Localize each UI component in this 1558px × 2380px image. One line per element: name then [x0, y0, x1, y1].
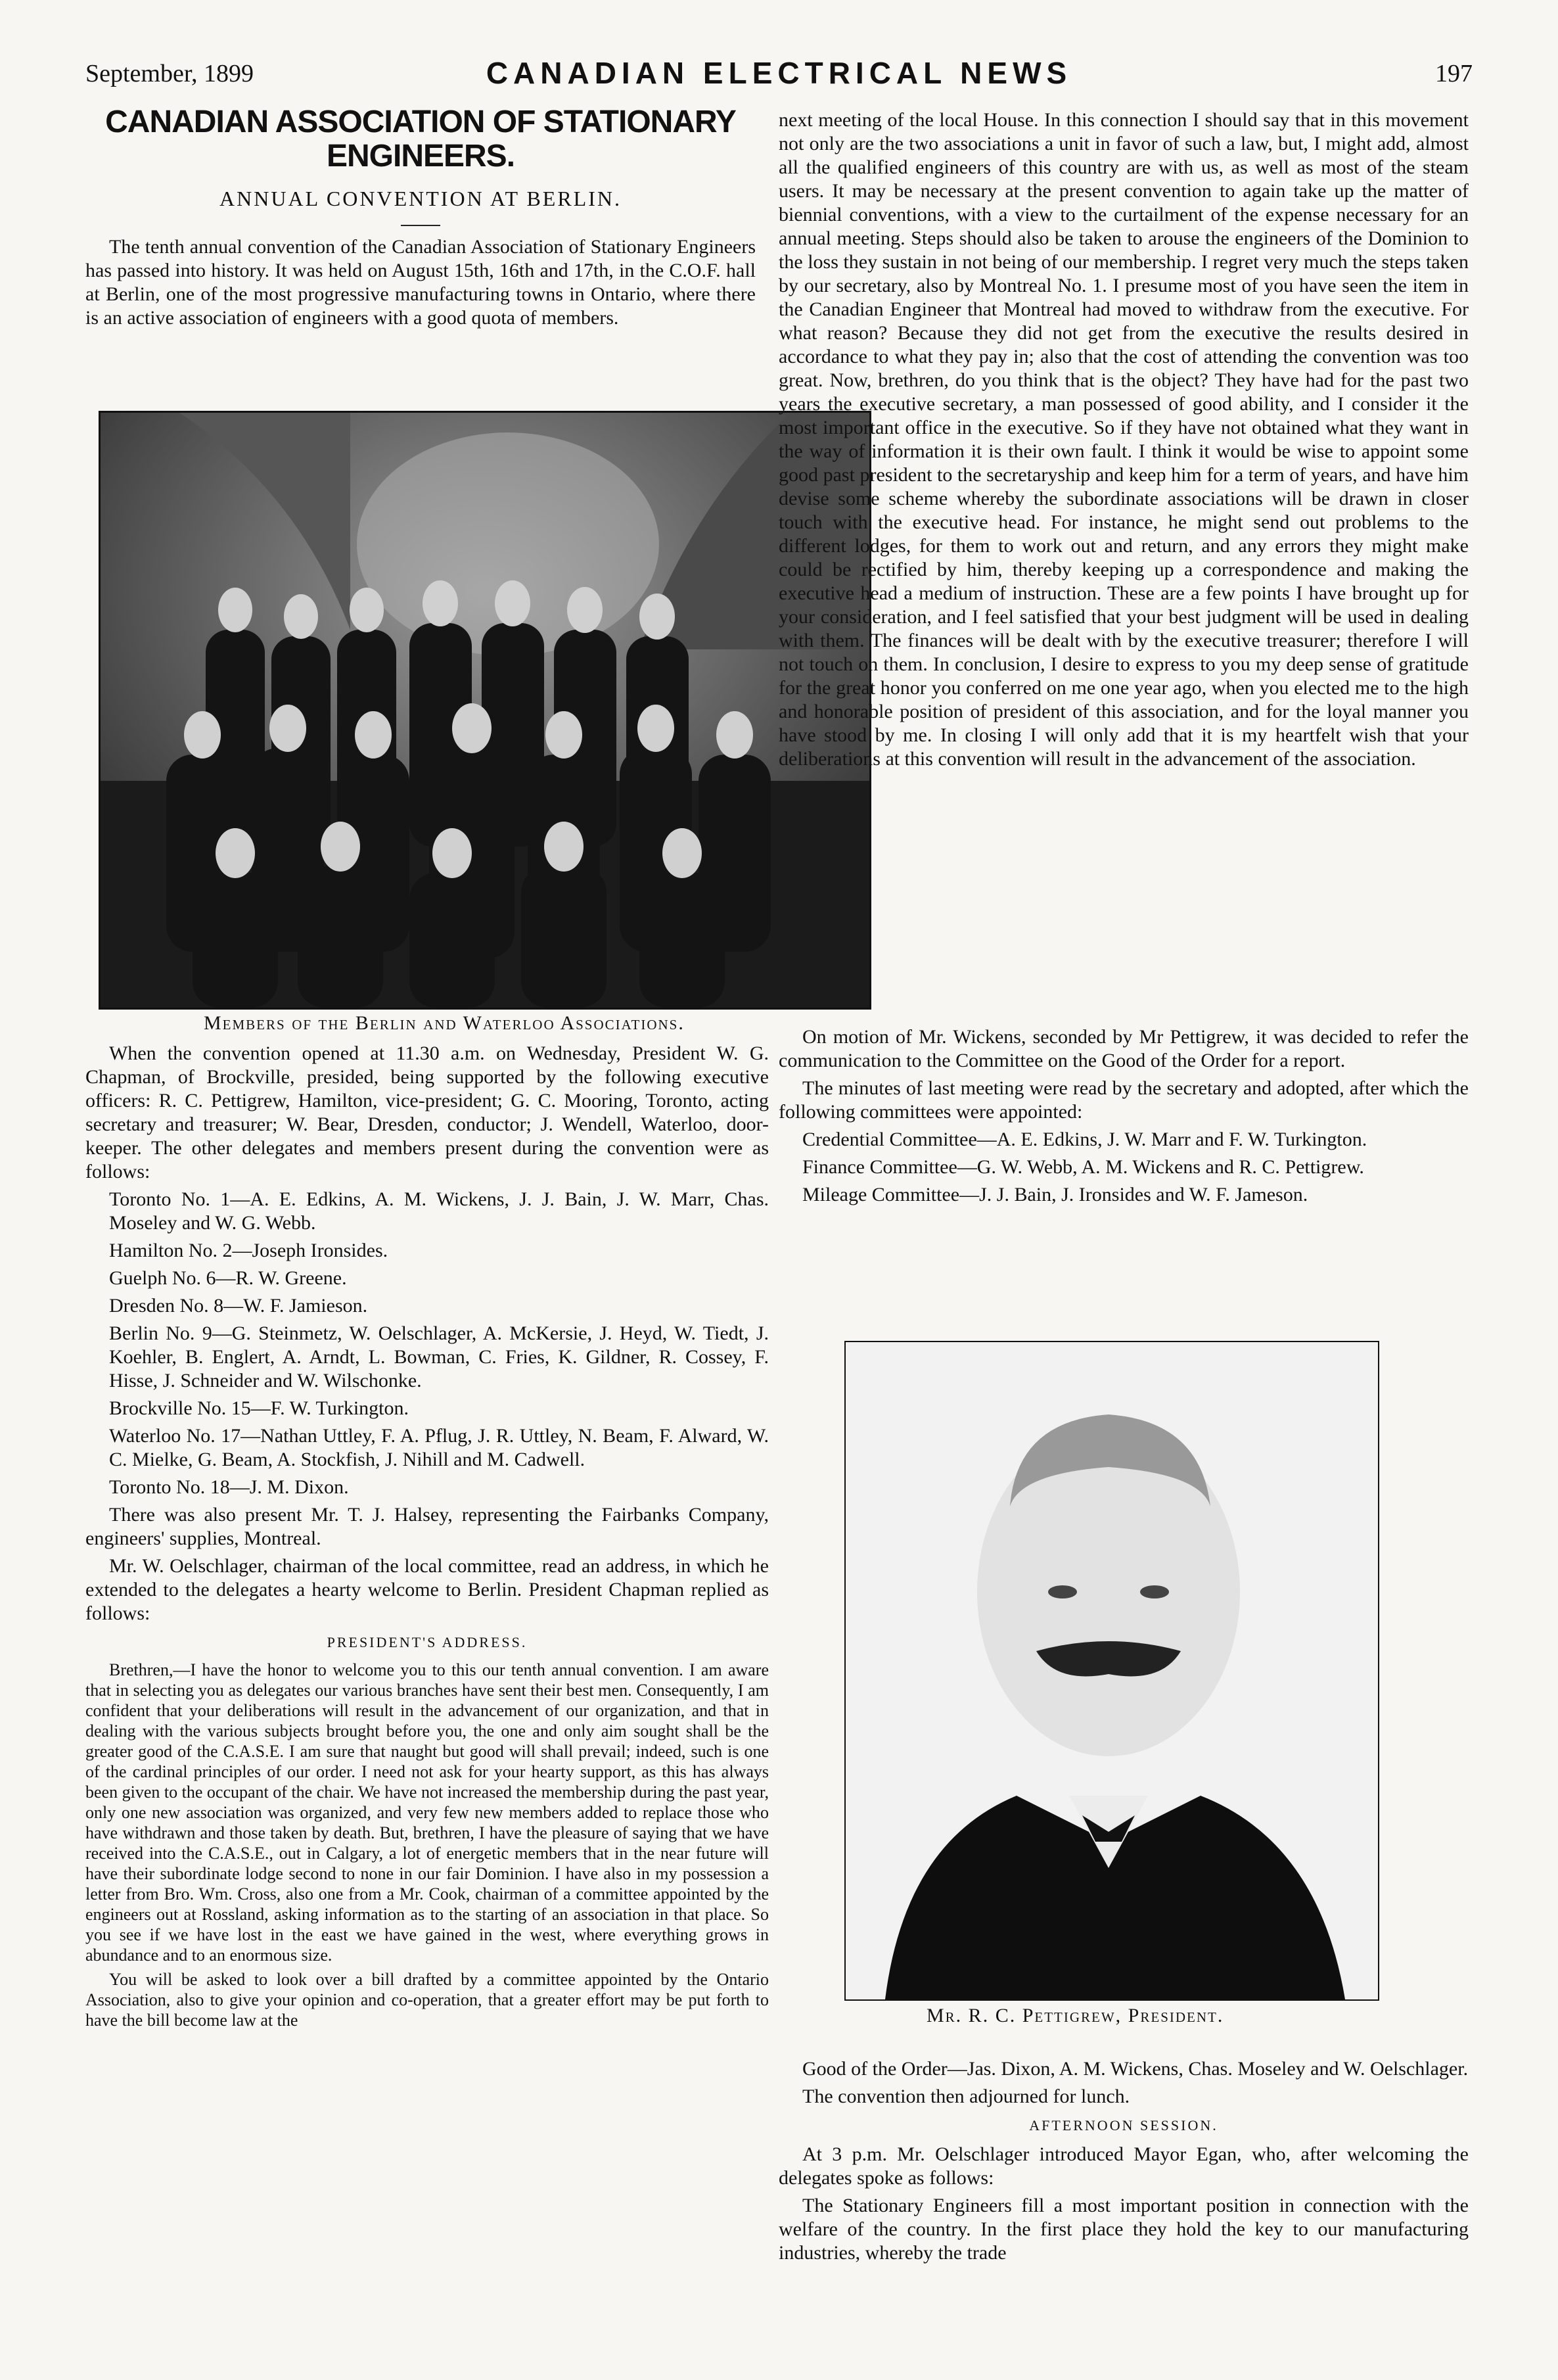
paragraph: Mr. W. Oelschlager, chairman of the local committee, read an address, in which he extended to the delegates a hearty welcome to Berlin. President Chapman replied as follows: [85, 1555, 769, 1624]
article-head [85, 105, 756, 334]
article-title: CANADIAN ASSOCIATION OF STATIONARY ENGINEERS. [105, 105, 736, 174]
left-column-text [85, 1042, 769, 2034]
delegate-list-item: Toronto No. 18—J. M. Dixon. [109, 1476, 349, 1498]
paragraph: Good of the Order—Jas. Dixon, A. M. Wickens, Chas. Moseley and W. Oelschlager. [802, 2058, 1469, 2080]
paragraph: When the convention opened at 11.30 a.m. on Wednesday, President W. G. Chapman, of Brockville, presided, being supported by the following executive officers: R. C. Pettigrew, Hamilton, vice-president; G. C. Mooring, Toronto, acting secretary and treasurer; W. Bear, Dresden, conductor; J. Wendell, Waterloo, door-keeper. The other delegates and members present during the convention were as follows: [85, 1042, 769, 1182]
group-photo [99, 411, 871, 1010]
paragraph: next meeting of the local House. In this connection I should say that in this movement not only are the two associations a unit in favor of such a law, but, I might add, almost all the qualified engineers of this country are with us, as well as most of the steam users. It may be necessary at the present convention to again take up the matter of biennial conventions, with a view to the curtailment of the expense necessary for an annual meeting. Steps should also be taken to arouse the engineers of the Dominion to the loss they sustain in not being of our membership. I regret very much the steps taken by our secretary, also by Montreal No. 1. I presume most of you have seen the item in the Canadian Engineer that Montreal had moved to withdraw from the executive. For what reason? Because they did not get from the executive the results desired in accordance to what they pay in; also that the cost of attending the convention was too great. Now, brethren, do you think that is the object? They have had for the past two years the executive secretary, a man possessed of good ability, and I consider it the most important office in the executive. So if they have not obtained what they want in the way of information it is their own fault. I think it would be wise to appoint some good past president to the secretaryship and keep him for a term of years, and have him devise some scheme whereby the subordinate associations will be drawn in closer touch with the executive head. For instance, he might send out problems to the different lodges, for them to work out and return, and any errors they might make could be rectified by him, thereby keeping up a correspondence and making the executive head a medium of instruction. These are a few points I have brought up for your consideration, and I feel satisfied that your best judgment will be used in dealing with them. The finances will be dealt with by the executive treasurer; therefore I will not touch on them. In conclusion, I desire to express to you my deep sense of gratitude for the great honor you conferred on me one year ago, when you elected me to the high and honorable position of president of this association, and for the loyal manner you have stood by me. In closing I will only add that it is my heartfelt wish that your deliberations at this convention will result in the advancement of the association. [779, 109, 1469, 770]
section-heading: AFTERNOON SESSION. [1029, 2117, 1218, 2134]
delegate-list-item: Hamilton No. 2—Joseph Ironsides. [109, 1240, 388, 1261]
paragraph: There was also present Mr. T. J. Halsey, representing the Fairbanks Company, engineers' supplies, Montreal. [85, 1504, 769, 1549]
portrait-photo [844, 1341, 1379, 2001]
portrait-image [846, 1342, 1378, 1999]
paragraph: At 3 p.m. Mr. Oelschlager introduced Mayor Egan, who, after welcoming the delegates spoke as follows: [779, 2143, 1469, 2189]
portrait-caption: Mr. R. C. Pettigrew, President. [927, 2005, 1224, 2026]
article-subtitle: ANNUAL CONVENTION AT BERLIN. [219, 187, 622, 210]
article-intro: The tenth annual convention of the Canadian Association of Stationary Engineers has passed into history. It was held on August 15th, 16th and 17th, in the C.O.F. hall at Berlin, one of the most progressive manufacturing towns in Ontario, where there is an active association of engineers with a good quota of members. [85, 236, 756, 329]
group-photo-caption: Members of the Berlin and Waterloo Associations. [204, 1012, 685, 1034]
delegate-list-item: Berlin No. 9—G. Steinmetz, W. Oelschlager, A. McKersie, J. Heyd, W. Tiedt, J. Koehler, B. Englert, A. Arndt, L. Bowman, C. Fries, K. Gildner, R. Cossey, F. Hisse, J. Schneider and W. Wilschonke. [109, 1322, 769, 1391]
delegate-list-item: Brockville No. 15—F. W. Turkington. [109, 1397, 409, 1419]
right-column-bottom [779, 2057, 1469, 2269]
delegate-list-item: Waterloo No. 17—Nathan Uttley, F. A. Pflug, J. R. Uttley, N. Beam, F. Alward, W. C. Mielke, G. Beam, A. Stockfish, J. Nihill and M. Cadwell. [109, 1425, 769, 1470]
page-number: 197 [1435, 60, 1473, 87]
paragraph: On motion of Mr. Wickens, seconded by Mr Pettigrew, it was decided to refer the communication to the Committee on the Good of the Order for a report. [779, 1026, 1469, 1071]
group-photo-image [101, 413, 869, 1008]
issue-date: September, 1899 [85, 60, 254, 87]
paragraph: The Stationary Engineers fill a most important position in connection with the welfare of the country. In the first place they hold the key to our manufacturing industries, whereby the trade [779, 2195, 1469, 2264]
committee-item: Credential Committee—A. E. Edkins, J. W. Marr and F. W. Turkington. [802, 1129, 1367, 1150]
committee-item: Mileage Committee—J. J. Bain, J. Ironsides and W. F. Jameson. [802, 1184, 1308, 1205]
right-column-committees [779, 1025, 1469, 1211]
page-header [85, 56, 1473, 105]
paragraph: Brethren,—I have the honor to welcome you to this our tenth annual convention. I am aware that in selecting you as delegates our various branches have sent their best men. Consequently, I am confident that your deliberations will result in the advancement of our organization, and that in dealing with the various subjects brought before you, the one and only aim sought shall be the greater good of the C.A.S.E. I am sure that naught but good will shall prevail; indeed, such is one of the cardinal principles of our order. I need not ask for your hearty support, as this has always been given to the occupant of the chair. We have not increased the membership during the past year, only one new association was organized, and very few new members added to replace those who have withdrawn and those taken by death. But, brethren, I have the pleasure of saying that we have received into the C.A.S.E., out in Calgary, a lot of energetic members that in the near future will have their subordinate lodge second to none in our fair Dominion. I have also in my possession a letter from Bro. Wm. Cross, also one from a Mr. Cook, chairman of a committee appointed by the engineers out at Rossland, asking information as to the starting of an association in that place. So you see if we have lost in the east we have gained in the west, where everything grows in abundance and to an enormous size. [85, 1660, 769, 1965]
right-column-text [779, 108, 1469, 775]
delegate-list-item: Guelph No. 6—R. W. Greene. [109, 1267, 347, 1289]
section-heading: PRESIDENT'S ADDRESS. [327, 1634, 528, 1650]
delegate-list-item: Toronto No. 1—A. E. Edkins, A. M. Wickens, J. J. Bain, J. W. Marr, Chas. Moseley and W. G. Webb. [109, 1188, 769, 1234]
paragraph: The convention then adjourned for lunch. [802, 2086, 1130, 2107]
paragraph: You will be asked to look over a bill drafted by a committee appointed by the Ontario Association, also to give your opinion and co-operation, that a greater effort may be put forth to have the bill become law at the [85, 1970, 769, 2030]
paragraph: The minutes of last meeting were read by the secretary and adopted, after which the following committees were appointed: [779, 1077, 1469, 1123]
masthead-title: CANADIAN ELECTRICAL NEWS [486, 56, 1072, 90]
delegate-list-item: Dresden No. 8—W. F. Jamieson. [109, 1295, 368, 1317]
committee-item: Finance Committee—G. W. Webb, A. M. Wickens and R. C. Pettigrew. [802, 1156, 1364, 1178]
divider [401, 225, 440, 226]
